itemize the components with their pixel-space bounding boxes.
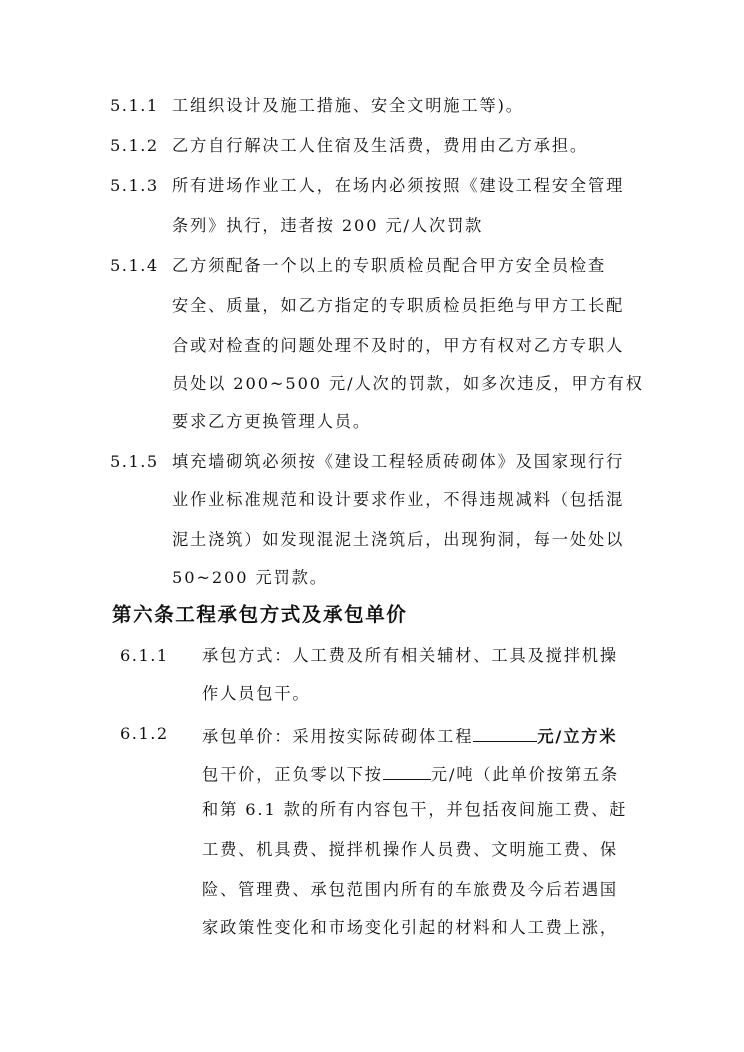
clause-6-1-1-line-1: 承包方式：人工费及所有相关辅材、工具及搅拌机操 — [202, 646, 619, 665]
clause-5-1-2-line-1: 乙方自行解决工人住宿及生活费，费用由乙方承担。 — [172, 136, 589, 155]
clause-6-1-2-line-2-rest: 元/吨（此单价按第五条 — [430, 765, 620, 784]
clause-5-1-4-line-3: 合或对检查的问题处理不及时的，甲方有权对乙方专职人 — [172, 336, 625, 355]
clause-6-1-2-line-3: 和第 6.1 款的所有内容包干，并包括夜间施工费、赶 — [202, 800, 628, 819]
clause-number-5-1-1: 5.1.1 — [110, 96, 159, 115]
clause-5-1-1-line-1: 工组织设计及施工措施、安全文明施工等)。 — [172, 96, 524, 115]
clause-number-6-1-2: 6.1.2 — [120, 724, 169, 743]
clause-number-5-1-5: 5.1.5 — [110, 452, 159, 471]
clause-5-1-4-line-2: 安全、质量，如乙方指定的专职质检员拒绝与甲方工长配 — [172, 296, 625, 315]
clause-5-1-4-line-5: 要求乙方更换管理人员。 — [172, 412, 371, 431]
clause-5-1-5-line-3: 泥土浇筑）如发现混泥土浇筑后，出现狗洞，每一处处以 — [172, 530, 625, 549]
clause-5-1-3-line-2: 条列》执行，违者按 200 元/人次罚款 — [172, 216, 484, 235]
clause-6-1-1-line-2: 作人员包干。 — [202, 684, 311, 703]
clause-5-1-3-line-1: 所有进场作业工人，在场内必须按照《建设工程安全管理 — [172, 176, 625, 195]
clause-6-1-2-line-2 — [202, 762, 619, 785]
clause-5-1-5-line-4: 50~200 元罚款。 — [172, 568, 328, 587]
price-blank-per-ton — [383, 762, 431, 780]
clause-6-1-2-line-6: 家政策性变化和市场变化引起的材料和人工费上涨， — [202, 918, 619, 937]
price-blank-per-cubic-meter — [473, 724, 537, 742]
clause-6-1-2-line-4: 工费、机具费、搅拌机操作人员费、文明施工费、保 — [202, 840, 619, 859]
clause-5-1-5-line-1: 填充墙砌筑必须按《建设工程轻质砖砌体》及国家现行行 — [172, 452, 625, 471]
clause-6-1-2-line-5: 险、管理费、承包范围内所有的车旅费及今后若遇国 — [202, 880, 619, 899]
clause-6-1-2-line-2-prefix: 包干价，正负零以下按 — [202, 765, 383, 784]
clause-5-1-4-line-4: 员处以 200~500 元/人次的罚款，如多次违反，甲方有权 — [172, 374, 644, 393]
clause-number-6-1-1: 6.1.1 — [120, 646, 169, 665]
clause-number-5-1-4: 5.1.4 — [110, 256, 159, 275]
clause-6-1-2-unit-cubic-meter: 元/立方米 — [537, 727, 618, 746]
clause-5-1-4-line-1: 乙方须配备一个以上的专职质检员配合甲方安全员检查 — [172, 256, 607, 275]
clause-number-5-1-3: 5.1.3 — [110, 176, 159, 195]
clause-6-1-2-line-1-prefix: 承包单价：采用按实际砖砌体工程 — [202, 727, 474, 746]
clause-6-1-2-line-1 — [202, 724, 617, 747]
clause-5-1-5-line-2: 业作业标准规范和设计要求作业，不得违规减料（包括混 — [172, 490, 625, 509]
clause-number-5-1-2: 5.1.2 — [110, 136, 159, 155]
section-heading: 第六条工程承包方式及承包单价 — [112, 603, 408, 626]
